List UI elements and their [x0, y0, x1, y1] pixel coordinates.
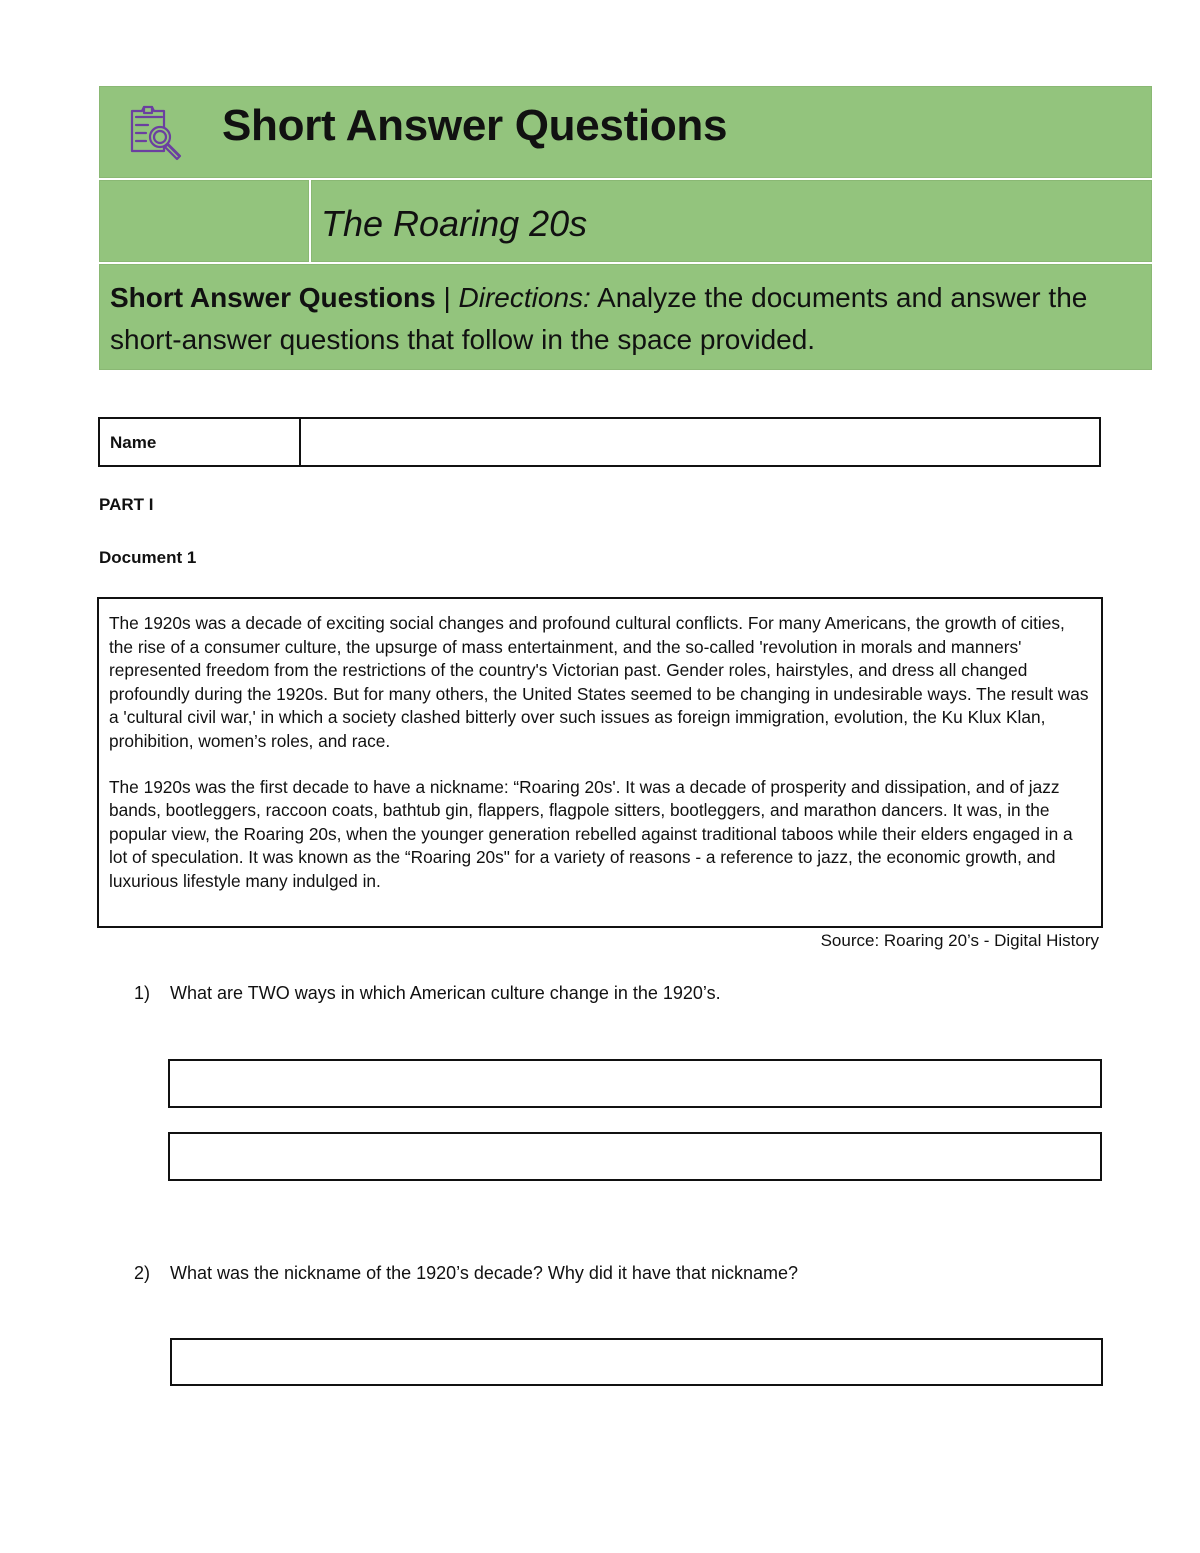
answer-box-1a[interactable] [168, 1059, 1102, 1108]
document-source: Source: Roaring 20’s - Digital History [820, 931, 1099, 950]
page-title: Short Answer Questions [222, 101, 728, 150]
question-text: What was the nickname of the 1920’s decade? Why did it have that nickname? [170, 1263, 799, 1283]
question-2 [134, 1263, 798, 1284]
directions-text: Analyze the documents and answer the short-answer questions that follow in the space provided. [110, 282, 1088, 355]
page-subtitle: The Roaring 20s [321, 203, 588, 244]
question-text: What are TWO ways in which American culture change in the 1920’s. [170, 983, 721, 1003]
question-number: 1) [134, 983, 151, 1003]
document-paragraph: The 1920s was a decade of exciting social changes and profound cultural conflicts. For many Americans, the growth of cities, the rise of a consumer culture, the upsurge of mass entertainment, and the so-called 'revolution in morals and manners' represented freedom from the restrictions of the country's Victorian past. Gender roles, hairstyles, and dress all changed profoundly during the 1920s. But for many others, the United States seemed to be changing in undesirable ways. The result was a 'cultural civil war,' in which a society clashed bitterly over such issues as foreign immigration, evolution, the Ku Klux Klan, prohibition, women’s roles, and race. [109, 613, 1089, 751]
name-field[interactable] [301, 419, 1099, 465]
header-spacer-cell [99, 180, 309, 262]
document-paragraph: The 1920s was the first decade to have a nickname: “Roaring 20s'. It was a decade of prosperity and dissipation, and of jazz bands, bootleggers, raccoon coats, bathtub gin, flappers, flagpole sitters, bootleggers, and marathon dancers. It was, in the popular view, the Roaring 20s, when the younger generation rebelled against traditional taboos while their elders engaged in a lot of speculation. It was known as the “Roaring 20s" for a variety of reasons - a reference to jazz, the economic growth, and luxurious lifestyle many indulged in. [109, 776, 1073, 891]
answer-box-1b[interactable] [168, 1132, 1102, 1181]
directions-separator: | [435, 282, 459, 313]
document-box [97, 597, 1103, 928]
header-title-cell [99, 86, 1152, 178]
name-label: Name [100, 419, 301, 465]
part-label: PART I [99, 495, 154, 514]
answer-box-2[interactable] [170, 1338, 1103, 1386]
clipboard-magnifier-icon [122, 99, 186, 163]
directions-cell [99, 264, 1152, 370]
directions-heading: Short Answer Questions [110, 282, 436, 313]
document-label: Document 1 [99, 548, 197, 567]
question-1 [134, 983, 721, 1004]
question-number: 2) [134, 1263, 151, 1283]
header-subtitle-cell [311, 180, 1152, 262]
directions-label: Directions: [458, 282, 591, 313]
name-table [98, 417, 1101, 467]
